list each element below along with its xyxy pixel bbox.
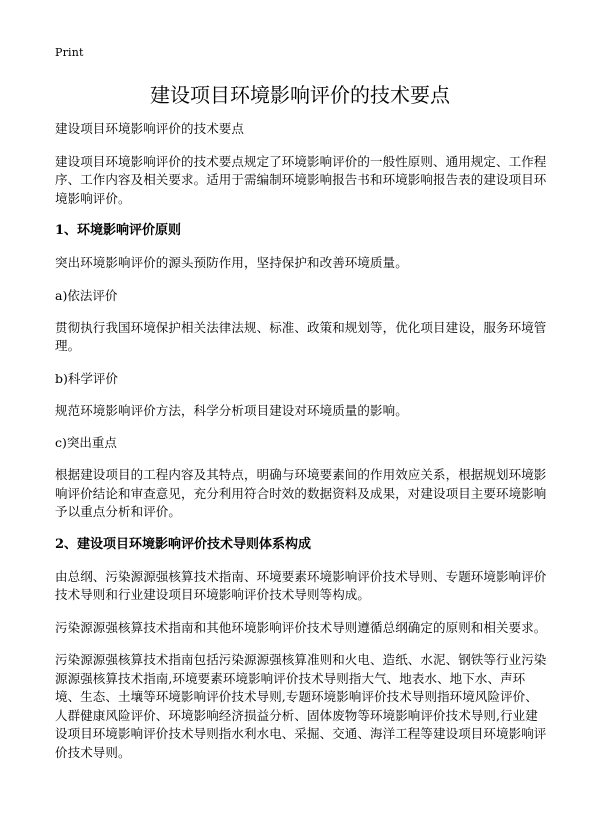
section-1-paragraph: 突出环境影响评价的源头预防作用，坚持保护和改善环境质量。 bbox=[55, 255, 408, 270]
item-a-label: a)依法评价 bbox=[55, 287, 118, 303]
item-c-paragraph: 根据建设项目的工程内容及其特点，明确与环境要素间的作用效应关系，根据规划环境影响评价结论和审查意见，充分利用符合时效的数据资料及成果，对建设项目主要环境影响予以重点分析和评价。 bbox=[55, 467, 547, 519]
section-2-heading: 2、建设项目环境影响评价技术导则体系构成 bbox=[55, 536, 312, 552]
print-label[interactable]: Print bbox=[55, 46, 84, 59]
section-2-paragraph-1: 由总纲、污染源源强核算技术指南、环境要素环境影响评价技术导则、专题环境影响评价技术导则和行业建设项目环境影响评价技术导则等构成。 bbox=[55, 568, 547, 602]
document-body bbox=[55, 120, 550, 776]
intro-paragraph: 建设项目环境影响评价的技术要点规定了环境影响评价的一般性原则、通用规定、工作程序、工作内容及相关要求。适用于需编制环境影响报告书和环境影响报告表的建设项目环境影响评价。 bbox=[55, 153, 547, 206]
item-b-label: b)科学评价 bbox=[55, 370, 118, 386]
item-b-paragraph: 规范环境影响评价方法，科学分析项目建设对环境质量的影响。 bbox=[55, 402, 408, 418]
section-1-heading: 1、环境影响评价原则 bbox=[55, 223, 182, 238]
document-title: 建设项目环境影响评价的技术要点 bbox=[150, 83, 450, 107]
document-subtitle: 建设项目环境影响评价的技术要点 bbox=[55, 121, 245, 136]
item-a-paragraph: 贯彻执行我国环境保护相关法律法规、标准、政策和规划等，优化项目建设，服务环境管理。 bbox=[55, 319, 547, 353]
item-c-label: c)突出重点 bbox=[55, 435, 117, 450]
section-2-paragraph-3: 污染源源强核算技术指南包括污染源源强核算准则和火电、造纸、水泥、钢铁等行业污染源源强核算技术指南,环境要素环境影响评价技术导则指大气、地表水、地下水、声环境、生态、土壤等环境影响评价技术导则,专题环境影响评价技术导则指环境风险评价、人群健康风险评价、环境影响经济损益分析、固体废物等环境影响评价技术导则,行业建设项目环境影响评价技术导则指水利水电、采掘、交通、海洋工程等建设项目环境影响评价技术导则。 bbox=[55, 652, 547, 760]
section-2-paragraph-2: 污染源源强核算技术指南和其他环境影响评价技术导则遵循总纲确定的原则和相关要求。 bbox=[55, 619, 547, 635]
